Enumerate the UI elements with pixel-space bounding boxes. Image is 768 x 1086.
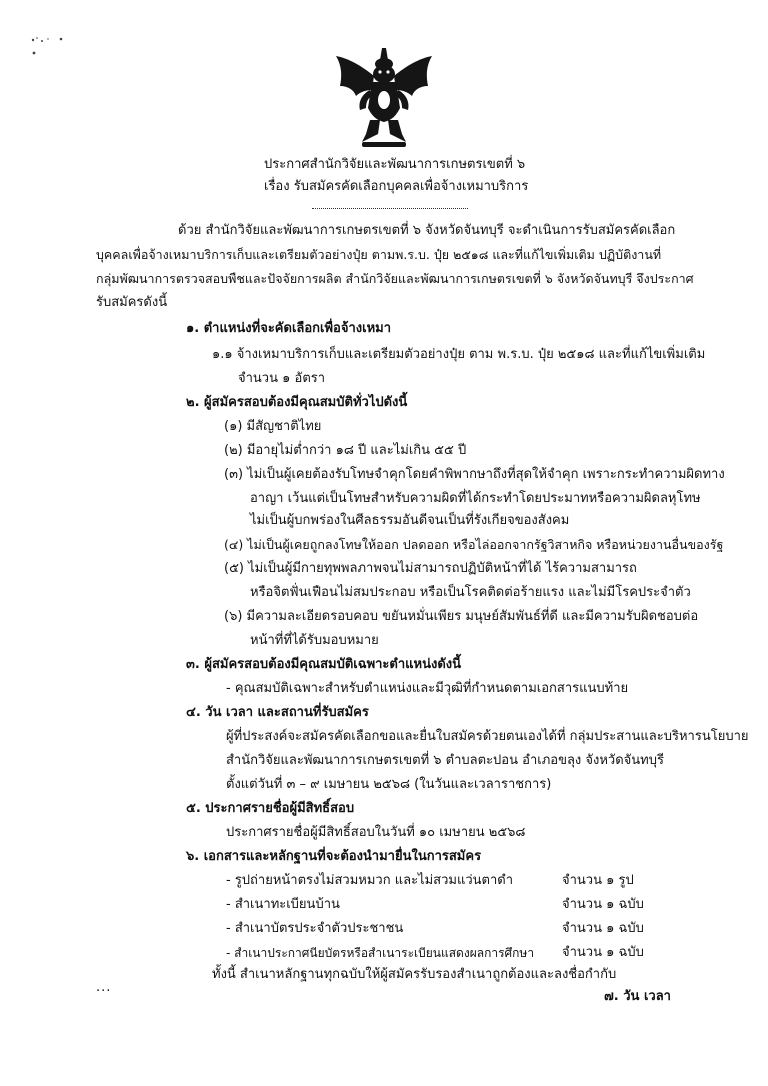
document-item-qty: จำนวน ๑ ฉบับ bbox=[562, 921, 644, 936]
section-5-heading: ๕. ประกาศรายชื่อผู้มีสิทธิ์สอบ bbox=[186, 801, 355, 816]
document-item-label: - สำเนาบัตรประจำตัวประชาชน bbox=[226, 921, 404, 936]
garuda-emblem-icon bbox=[332, 46, 436, 150]
document-subject: เรื่อง รับสมัครคัดเลือกบุคคลเพื่อจ้างเหมาบริการ bbox=[264, 179, 529, 194]
document-item-label: - รูปถ่ายหน้าตรงไม่สวมหมวก และไม่สวมแว่นตาดำ bbox=[226, 873, 514, 888]
section-4-heading: ๔. วัน เวลา และสถานที่รับสมัคร bbox=[186, 705, 369, 720]
intro-line-2: บุคคลเพื่อจ้างเหมาบริการเก็บและเตรียมตัวอย่างปุ๋ย ตามพ.ร.บ. ปุ๋ย ๒๕๑๘ และที่แก้ไขเพิ่มเติม ปฏิบัติงานที่ bbox=[96, 247, 662, 262]
section-2-line: (๒) มีอายุไม่ต่ำกว่า ๑๘ ปี และไม่เกิน ๕๕ ปี bbox=[224, 443, 467, 458]
section-3-line-1: - คุณสมบัติเฉพาะสำหรับตำแหน่งและมีวุฒิที่กำหนดตามเอกสารแนบท้าย bbox=[226, 681, 629, 696]
intro-line-1: ด้วย สำนักวิจัยและพัฒนาการเกษตรเขตที่ ๖ จังหวัดจันทบุรี จะดำเนินการรับสมัครคัดเลือก bbox=[178, 223, 676, 238]
document-item-qty: จำนวน ๑ ฉบับ bbox=[562, 945, 644, 960]
continuation-dots: ... bbox=[96, 980, 112, 995]
section-3-heading: ๓. ผู้สมัครสอบต้องมีคุณสมบัติเฉพาะตำแหน่งดังนี้ bbox=[186, 657, 462, 672]
document-item-label: - สำเนาทะเบียนบ้าน bbox=[226, 897, 340, 912]
section-2-line: ไม่เป็นผู้บกพร่องในศีลธรรมอันดีจนเป็นที่รังเกียจของสังคม bbox=[250, 513, 570, 528]
section-4-line: ตั้งแต่วันที่ ๓ – ๙ เมษายน ๒๕๖๘ (ในวันและเวลาราชการ) bbox=[226, 777, 552, 792]
section-5-line-1: ประกาศรายชื่อผู้มีสิทธิ์สอบในวันที่ ๑๐ เมษายน ๒๕๖๘ bbox=[226, 825, 526, 840]
title-dotted-divider bbox=[312, 208, 468, 209]
section-1-heading: ๑. ตำแหน่งที่จะคัดเลือกเพื่อจ้างเหมา bbox=[186, 321, 392, 336]
document-title: ประกาศสำนักวิจัยและพัฒนาการเกษตรเขตที่ ๖ bbox=[264, 157, 526, 172]
section-2-line: หน้าที่ที่ได้รับมอบหมาย bbox=[250, 633, 379, 648]
section-2-line: หรือจิตฟั่นเฟือนไม่สมประกอบ หรือเป็นโรคติดต่อร้ายแรง และไม่มีโรคประจำตัว bbox=[250, 585, 691, 600]
section-2-line: (๖) มีความละเอียดรอบคอบ ขยันหมั่นเพียร มนุษย์สัมพันธ์ที่ดี และมีความรับผิดชอบต่อ bbox=[224, 609, 699, 624]
intro-line-3: กลุ่มพัฒนาการตรวจสอบพืชและปัจจัยการผลิต สำนักวิจัยและพัฒนาการเกษตรเขตที่ ๖ จังหวัดจันทบุรี จึงประกาศ bbox=[96, 271, 694, 286]
section-4-line: ผู้ที่ประสงค์จะสมัครคัดเลือกขอและยื่นใบสมัครด้วยตนเองได้ที่ กลุ่มประสานและบริหารนโยบาย bbox=[226, 729, 749, 744]
scan-specks bbox=[28, 30, 78, 60]
section-6-heading: ๖. เอกสารและหลักฐานที่จะต้องนำมายื่นในการสมัคร bbox=[186, 849, 482, 864]
document-item-label: - สำเนาประกาศนียบัตรหรือสำเนาระเบียนแสดงผลการศึกษา bbox=[226, 946, 535, 960]
section-6-note: ทั้งนี้ สำเนาหลักฐานทุกฉบับให้ผู้สมัครรับรองสำเนาถูกต้องและลงชื่อกำกับ bbox=[212, 967, 617, 982]
section-4-line: สำนักวิจัยและพัฒนาการเกษตรเขตที่ ๖ ตำบลตะปอน อำเภอขลุง จังหวัดจันทบุรี bbox=[226, 753, 664, 768]
section-2-line: (๔) ไม่เป็นผู้เคยถูกลงโทษให้ออก ปลดออก หรือไล่ออกจากรัฐวิสาหกิจ หรือหน่วยงานอื่นของรัฐ bbox=[224, 537, 724, 552]
section-2-line: (๑) มีสัญชาติไทย bbox=[224, 419, 322, 434]
intro-line-4: รับสมัครดังนี้ bbox=[96, 295, 168, 310]
section-7-heading: ๗. วัน เวลา bbox=[604, 989, 671, 1004]
section-1-line-2: จำนวน ๑ อัตรา bbox=[238, 371, 326, 386]
section-2-line: (๓) ไม่เป็นผู้เคยต้องรับโทษจำคุกโดยคำพิพากษาถึงที่สุดให้จำคุก เพราะกระทำความผิดทาง bbox=[224, 467, 725, 482]
section-2-heading: ๒. ผู้สมัครสอบต้องมีคุณสมบัติทั่วไปดังนี้ bbox=[186, 395, 408, 410]
document-item-qty: จำนวน ๑ ฉบับ bbox=[562, 897, 644, 912]
section-1-line-1: ๑.๑ จ้างเหมาบริการเก็บและเตรียมตัวอย่างปุ๋ย ตาม พ.ร.บ. ปุ๋ย ๒๕๑๘ และที่แก้ไขเพิ่มเติม bbox=[212, 347, 706, 362]
document-item-qty: จำนวน ๑ รูป bbox=[562, 873, 634, 888]
section-2-line: (๕) ไม่เป็นผู้มีกายทุพพลภาพจนไม่สามารถปฏิบัติหน้าที่ได้ ไร้ความสามารถ bbox=[224, 561, 637, 576]
section-2-line: อาญา เว้นแต่เป็นโทษสำหรับความผิดที่ได้กระทำโดยประมาทหรือความผิดลหุโทษ bbox=[250, 491, 701, 506]
